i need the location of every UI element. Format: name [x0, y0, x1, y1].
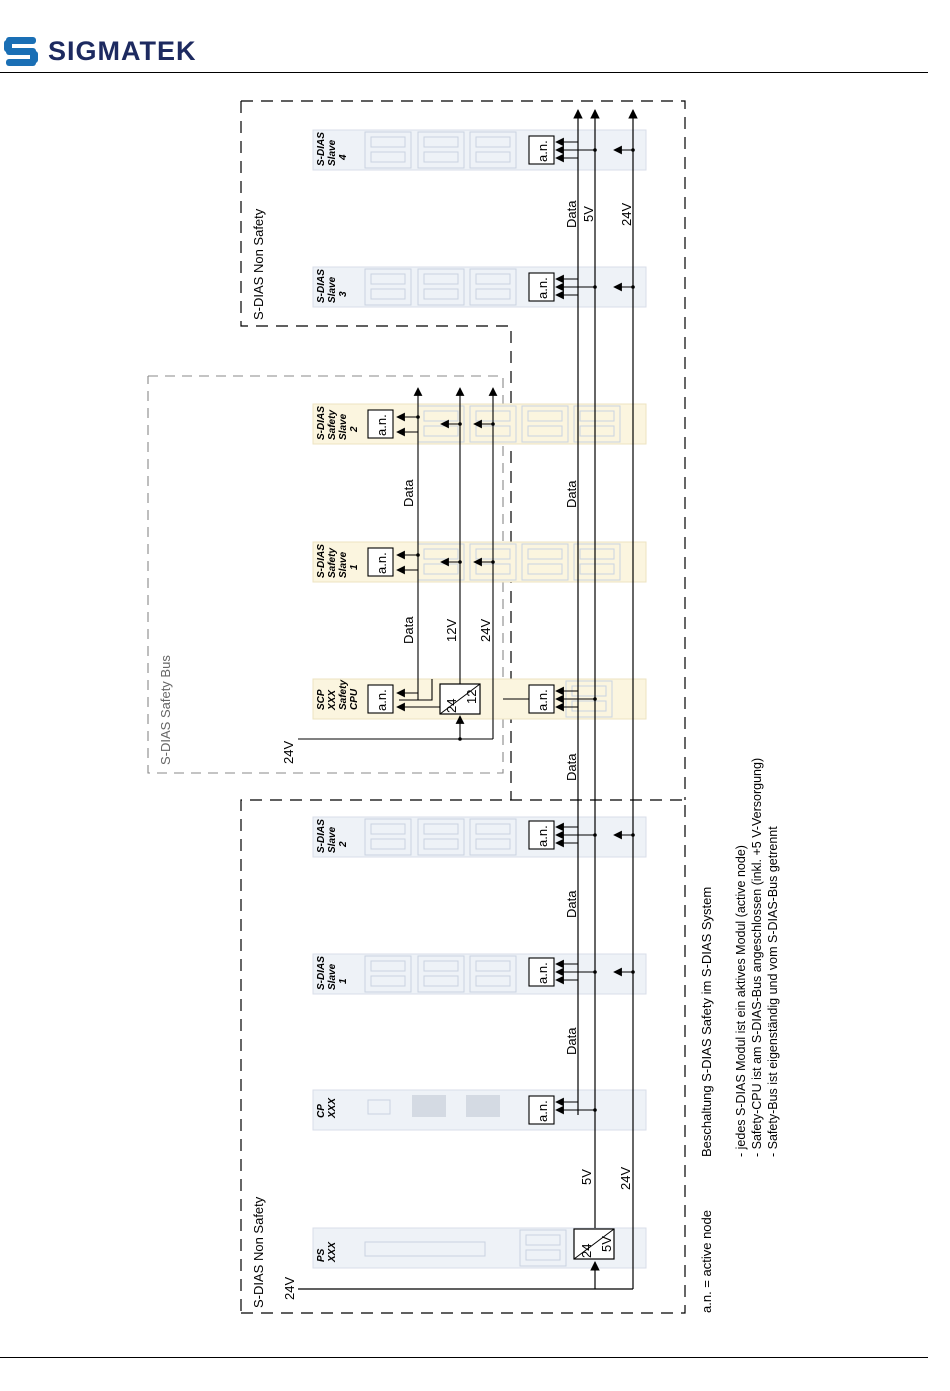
- label-5v-main: 5V: [579, 1169, 594, 1185]
- safety-slave1-label-3: Slave: [338, 551, 349, 578]
- label-data-3: Data: [564, 753, 579, 781]
- an-scp-bus: [529, 685, 554, 713]
- an-slave4: [529, 136, 554, 164]
- slave3-label-3: 3: [338, 291, 349, 297]
- footer-rule: [0, 1357, 928, 1358]
- an-cp: [529, 1096, 554, 1124]
- scp-label-2: XXX: [327, 689, 338, 710]
- slave1-label-3: 1: [338, 978, 349, 984]
- label-data-1: Data: [564, 1027, 579, 1055]
- label-data-top: Data: [564, 200, 579, 228]
- slave4-label-1: S-DIAS: [316, 132, 327, 166]
- safety-slave2-label-4: 2: [349, 426, 360, 432]
- slave4-label-3: 4: [338, 154, 349, 160]
- an-safety-slave1: [368, 548, 393, 576]
- cp-label-2: XXX: [327, 1097, 338, 1118]
- brand-name: SIGMATEK: [48, 36, 197, 66]
- safety-slave2-label-2: Safety: [327, 409, 338, 440]
- slave2-label-2: Slave: [327, 826, 338, 853]
- ps-converter: [574, 1229, 614, 1259]
- ps-label-1: PS: [316, 1248, 327, 1262]
- an-scp-safety: [368, 685, 393, 713]
- slave1-label-1: S-DIAS: [316, 956, 327, 990]
- legend-caption: Beschaltung S-DIAS Safety im S-DIAS System: [699, 886, 714, 1157]
- scp-label-3: Safety: [338, 679, 349, 710]
- cp-label-1: CP: [316, 1104, 327, 1118]
- an-slave2-label: a.n.: [535, 825, 550, 847]
- scp-label-4: CPU: [349, 688, 360, 710]
- ps-label-2: XXX: [327, 1241, 338, 1262]
- safety-slave1-label-4: 1: [349, 564, 360, 570]
- an-slave1: [529, 958, 554, 986]
- an-slave1-label: a.n.: [535, 962, 550, 984]
- an-safety-slave2: [368, 410, 393, 438]
- scp-converter: [440, 684, 480, 714]
- slave1-label-2: Slave: [327, 963, 338, 990]
- label-5v-top: 5V: [581, 206, 596, 222]
- slave4-label-2: Slave: [327, 139, 338, 166]
- label-data-4: Data: [564, 480, 579, 508]
- label-data-safety-1: Data: [401, 616, 416, 644]
- module-slave-2: [313, 817, 646, 857]
- an-scp-safety-label: a.n.: [374, 689, 389, 711]
- ps-converter-in: 24: [579, 1243, 594, 1258]
- signal-labels: [281, 200, 634, 1300]
- scp-label-1: SCP: [316, 689, 327, 710]
- legend-note-3: - Safety-Bus ist eigenständig und vom S-DIAS-Bus getrennt: [766, 826, 780, 1157]
- slave2-label-3: 2: [338, 841, 349, 847]
- slave3-label-2: Slave: [327, 276, 338, 303]
- an-cp-label: a.n.: [535, 1100, 550, 1122]
- region-label-non-safety-bottom: S-DIAS Non Safety: [251, 1196, 266, 1308]
- legend-note-1: - jedes S-DIAS Modul ist ein aktives Modul (active node): [734, 845, 748, 1157]
- legend-abbrev: a.n. = active node: [699, 1210, 714, 1313]
- an-slave2: [529, 821, 554, 849]
- legend-note-2: - Safety-CPU ist am S-DIAS-Bus angeschlossen (inkl. +5 V-Versorgung): [750, 757, 764, 1157]
- active-nodes-safety: [368, 410, 393, 713]
- safety-slave2-label-3: Slave: [338, 413, 349, 440]
- an-safety-slave2-label: a.n.: [374, 414, 389, 436]
- label-24v-main: 24V: [618, 1166, 633, 1190]
- an-safety-slave1-label: a.n.: [374, 552, 389, 574]
- ps-converter-out: 5V: [599, 1236, 614, 1252]
- label-24v-safety-input: 24V: [281, 740, 296, 764]
- slave3-label-1: S-DIAS: [316, 269, 327, 303]
- an-scp-bus-label: a.n.: [535, 689, 550, 711]
- label-data-safety-2: Data: [401, 479, 416, 507]
- active-nodes-main: [529, 136, 554, 1124]
- an-slave3-label: a.n.: [535, 277, 550, 299]
- slave2-label-1: S-DIAS: [316, 819, 327, 853]
- label-24v-safety: 24V: [478, 618, 493, 642]
- label-12v-safety: 12V: [444, 618, 459, 642]
- region-label-non-safety-top: S-DIAS Non Safety: [251, 208, 266, 320]
- an-slave4-label: a.n.: [535, 140, 550, 162]
- an-slave3: [529, 273, 554, 301]
- label-data-2: Data: [564, 890, 579, 918]
- region-label-safety-bus: S-DIAS Safety Bus: [158, 655, 173, 765]
- label-24v-ps-input: 24V: [282, 1276, 297, 1300]
- module-slave-1: [313, 954, 646, 994]
- scp-converter-in: 24: [444, 698, 459, 713]
- safety-slave1-label-2: Safety: [327, 547, 338, 578]
- safety-slave1-label-1: S-DIAS: [316, 544, 327, 578]
- legend: [699, 758, 780, 1313]
- scp-converter-out: 12: [464, 689, 479, 704]
- safety-slave2-label-1: S-DIAS: [316, 406, 327, 440]
- label-24v-top: 24V: [619, 202, 634, 226]
